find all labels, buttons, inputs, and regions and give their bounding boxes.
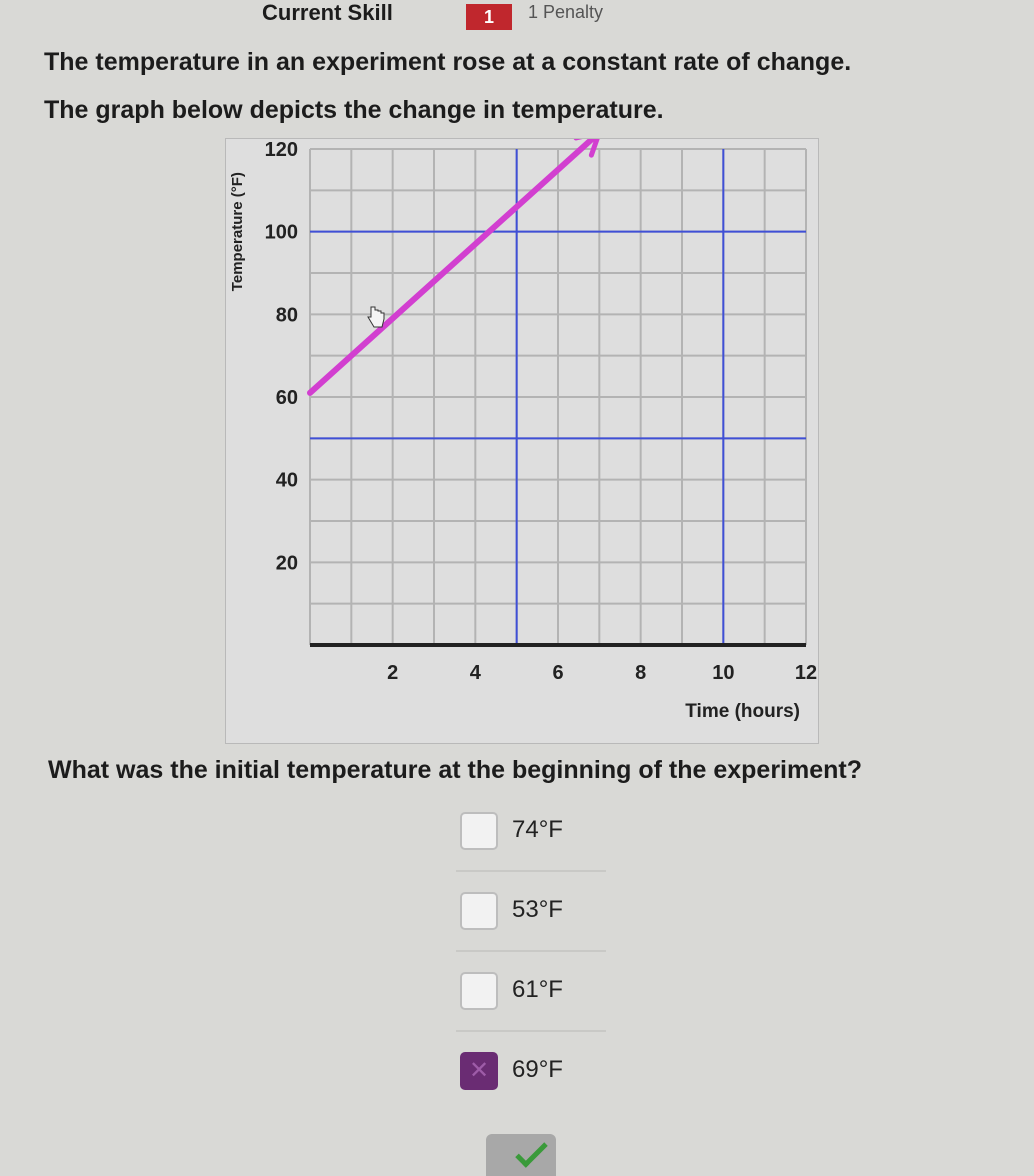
answer-choice-2[interactable] [456,870,606,952]
checkbox-checked-icon[interactable] [460,1052,498,1090]
answer-choice-label: 61°F [512,976,563,1003]
y-tick-label: 20 [275,552,298,575]
check-answer-button[interactable] [486,1134,556,1176]
penalty-label: 1 Penalty [528,2,604,22]
answer-choice-label: 74°F [512,816,563,843]
y-tick-label: 100 [264,221,298,244]
skill-badge: 1 [466,4,512,30]
y-tick-label: 120 [264,139,298,161]
hand-cursor-icon [368,307,384,327]
x-tick-label: 6 [552,662,564,684]
x-axis-label: Time (hours) [685,701,800,722]
answer-choice-3[interactable] [456,950,606,1032]
current-skill-label: Current Skill [262,0,393,25]
checkbox-icon[interactable] [460,972,498,1010]
checkbox-icon[interactable] [460,892,498,930]
x-tick-label: 2 [387,662,399,684]
temperature-chart [226,139,818,743]
answer-choice-1[interactable] [456,790,606,872]
answer-choice-4[interactable] [456,1030,606,1110]
x-tick-label: 10 [712,662,735,684]
x-tick-label: 12 [794,662,818,684]
answer-choice-label: 69°F [512,1056,563,1083]
checkbox-icon[interactable] [460,812,498,850]
y-tick-label: 80 [275,304,298,327]
answer-choice-label: 53°F [512,896,563,923]
x-tick-label: 8 [635,662,647,684]
question-text-1: The temperature in an experiment rose at a constant rate of change. [44,48,852,76]
prompt-text: What was the initial temperature at the beginning of the experiment? [48,756,862,784]
y-axis-label: Temperature (°F) [229,172,246,292]
y-tick-label: 40 [275,469,298,492]
x-tick-label: 4 [469,662,481,684]
y-tick-label: 60 [275,387,298,409]
graph-card [225,138,819,744]
top-bar [0,0,1034,30]
question-text-2: The graph below depicts the change in temperature. [44,96,664,124]
